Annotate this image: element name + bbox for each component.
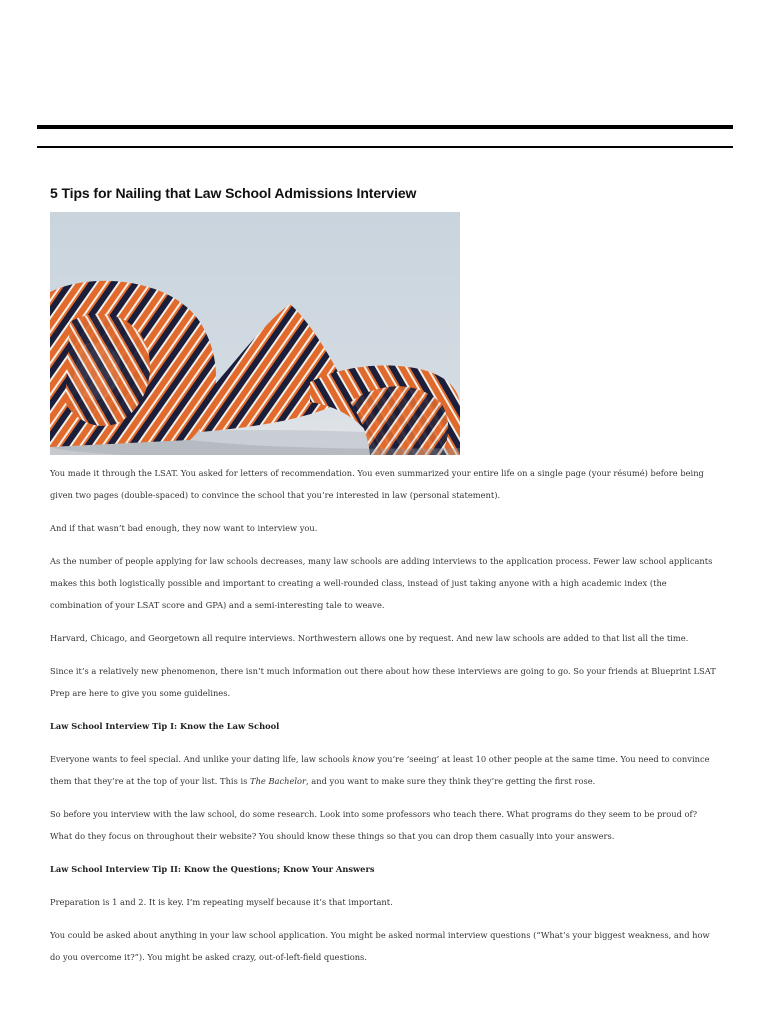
paragraph: Preparation is 1 and 2. It is key. I’m repeating myself because it’s that important. <box>50 897 393 907</box>
text-run: you’re ‘seeing’ at least 10 other people at the same time. You need to convince them that they’re at the top of your list. This is <box>50 754 710 786</box>
paragraph: Harvard, Chicago, and Georgetown all require interviews. Northwestern allows one by request. And new law schools are added to that list all the time. <box>50 633 689 643</box>
paragraph: Since it’s a relatively new phenomenon, there isn’t much information out there about how these interviews are going to go. So your friends at Blueprint LSAT Prep are here to give you some guidelines. <box>50 666 716 698</box>
text-run-italic: The Bachelor <box>250 776 307 786</box>
header-rule-thin <box>37 146 733 148</box>
text-run: , and you want to make sure they think they’re getting the first rose. <box>306 776 596 786</box>
article-body <box>50 462 720 979</box>
striped-tie-illustration <box>50 212 460 455</box>
article-title: 5 Tips for Nailing that Law School Admissions Interview <box>50 185 417 201</box>
header-rule-thick <box>37 125 733 129</box>
text-run: Everyone wants to feel special. And unlike your dating life, law schools <box>50 754 353 764</box>
paragraph <box>50 748 720 792</box>
text-run-italic: know <box>352 754 375 764</box>
paragraph: So before you interview with the law school, do some research. Look into some professors who teach there. What programs do they seem to be proud of? What do they focus on throughout their website? You should know these things so that you can drop them casually into your answers. <box>50 809 698 841</box>
section-heading: Law School Interview Tip I: Know the Law School <box>50 721 280 731</box>
paragraph: And if that wasn’t bad enough, they now want to interview you. <box>50 523 318 533</box>
paragraph: You could be asked about anything in your law school application. You might be asked normal interview questions (“What’s your biggest weakness, and how do you overcome it?”). You might be asked crazy, out-of-left-field questions. <box>50 930 710 962</box>
hero-image <box>50 212 460 455</box>
paragraph: You made it through the LSAT. You asked for letters of recommendation. You even summarized your entire life on a single page (your résumé) before being given two pages (double-spaced) to convince the school that you’re interested in law (personal statement). <box>50 468 704 500</box>
paragraph: As the number of people applying for law schools decreases, many law schools are adding interviews to the application process. Fewer law school applicants makes this both logistically possible and important to creating a well-rounded class, instead of just taking anyone with a high academic index (the combination of your LSAT score and GPA) and a semi-interesting tale to weave. <box>50 556 713 610</box>
section-heading: Law School Interview Tip II: Know the Questions; Know Your Answers <box>50 864 375 874</box>
